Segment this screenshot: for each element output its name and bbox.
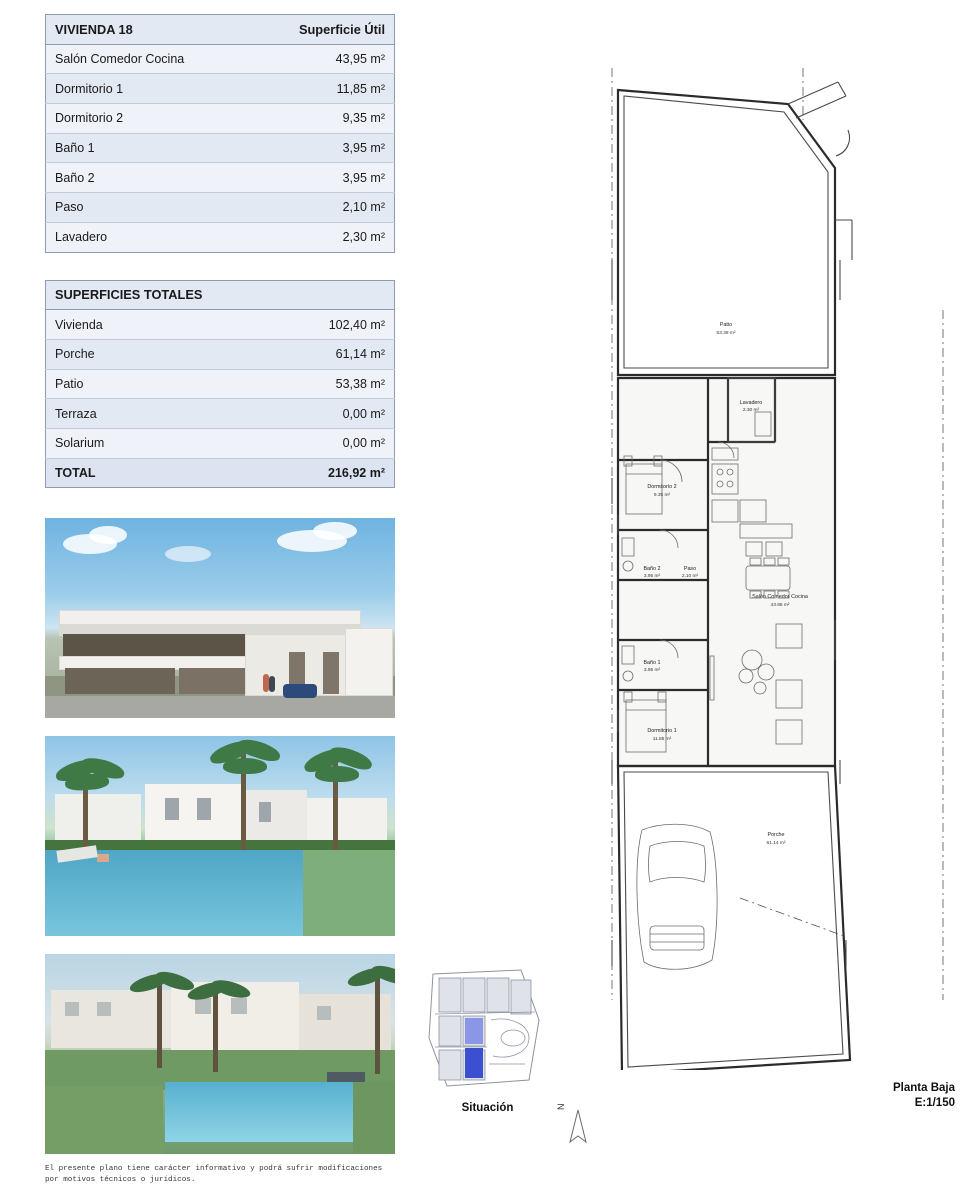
- svg-text:Baño 1: Baño 1: [643, 660, 661, 666]
- table-row: [46, 428, 395, 458]
- room-area: 43,95 m²: [220, 44, 395, 74]
- grand-total-row: [46, 458, 395, 488]
- svg-text:Paso: Paso: [683, 566, 697, 572]
- plan-caption-line1: Planta Baja: [893, 1082, 955, 1094]
- total-area: 61,14 m²: [220, 339, 395, 369]
- table-row: [46, 222, 395, 252]
- svg-text:53.38 m²: 53.38 m²: [716, 331, 736, 336]
- render-image-pool-evening: [45, 954, 395, 1154]
- totals-title: SUPERFICIES TOTALES: [46, 280, 221, 310]
- total-area: 0,00 m²: [220, 428, 395, 458]
- north-arrow: [556, 1096, 602, 1150]
- total-label: Porche: [46, 339, 221, 369]
- north-arrow-icon: [556, 1096, 602, 1150]
- room-area: 3,95 m²: [220, 163, 395, 193]
- svg-text:Patio: Patio: [719, 322, 733, 328]
- table-header-row: [46, 280, 395, 310]
- total-label: Vivienda: [46, 310, 221, 340]
- room-area: 3,95 m²: [220, 133, 395, 163]
- table-row: [46, 369, 395, 399]
- total-label: Patio: [46, 369, 221, 399]
- table-row: [46, 193, 395, 223]
- svg-text:61.14 m²: 61.14 m²: [766, 841, 786, 846]
- table-row: [46, 163, 395, 193]
- svg-text:11.85 m²: 11.85 m²: [652, 737, 672, 742]
- left-column: [45, 14, 395, 1172]
- table-row: [46, 104, 395, 134]
- svg-text:43.95 m²: 43.95 m²: [770, 603, 790, 608]
- svg-text:Dormitorio 2: Dormitorio 2: [647, 484, 677, 490]
- grand-total-area: 216,92 m²: [220, 458, 395, 488]
- svg-text:Salón Comedor Cocina: Salón Comedor Cocina: [752, 594, 808, 600]
- floor-plan: [600, 60, 955, 1070]
- disclaimer-text: El presente plano tiene carácter informativo y podrá sufrir modificaciones por motivos técnicos o jurídicos.: [45, 1165, 383, 1184]
- table-row: [46, 133, 395, 163]
- situacion-map-svg: [425, 968, 543, 1088]
- room-label: Dormitorio 2: [46, 104, 221, 134]
- totals-value-header: [220, 280, 395, 310]
- svg-text:Dormitorio 1: Dormitorio 1: [647, 728, 677, 734]
- dwelling-value-header: Superficie Útil: [220, 15, 395, 45]
- room-area: 9,35 m²: [220, 104, 395, 134]
- table-header-row: [46, 15, 395, 45]
- total-label: Solarium: [46, 428, 221, 458]
- svg-text:3.95 m²: 3.95 m²: [643, 574, 661, 579]
- render-image-pool-palms: [45, 736, 395, 936]
- room-area: 11,85 m²: [220, 74, 395, 104]
- grand-total-label: TOTAL: [46, 458, 221, 488]
- svg-text:3.95 m²: 3.95 m²: [643, 668, 661, 673]
- table-row: [46, 44, 395, 74]
- room-label: Baño 1: [46, 133, 221, 163]
- svg-text:2.10 m²: 2.10 m²: [681, 574, 699, 579]
- total-area: 102,40 m²: [220, 310, 395, 340]
- dwelling-title: VIVIENDA 18: [46, 15, 221, 45]
- room-area: 2,10 m²: [220, 193, 395, 223]
- svg-text:Lavadero: Lavadero: [739, 400, 763, 406]
- svg-text:Porche: Porche: [767, 832, 785, 838]
- dwelling-areas-table: [45, 14, 395, 253]
- room-area: 2,30 m²: [220, 222, 395, 252]
- plan-caption: [700, 1081, 955, 1111]
- situacion-label: Situación: [461, 1102, 514, 1114]
- room-label: Baño 2: [46, 163, 221, 193]
- svg-text:N: N: [556, 1103, 566, 1110]
- table-row: [46, 74, 395, 104]
- render-image-exterior-street: [45, 518, 395, 718]
- room-label: Paso: [46, 193, 221, 223]
- room-label: Salón Comedor Cocina: [46, 44, 221, 74]
- table-row: [46, 399, 395, 429]
- room-label: Dormitorio 1: [46, 74, 221, 104]
- total-area: 0,00 m²: [220, 399, 395, 429]
- floor-plan-svg: [600, 60, 955, 1070]
- svg-text:Baño 2: Baño 2: [643, 566, 661, 572]
- situacion-map: [425, 968, 543, 1088]
- table-spacer: [45, 253, 395, 280]
- room-label: Lavadero: [46, 222, 221, 252]
- situacion-block: [425, 968, 550, 1114]
- table-row: [46, 339, 395, 369]
- total-areas-table: [45, 280, 395, 489]
- svg-text:2.30 m²: 2.30 m²: [742, 408, 760, 413]
- total-area: 53,38 m²: [220, 369, 395, 399]
- plan-caption-line2: E:1/150: [914, 1097, 955, 1109]
- total-label: Terraza: [46, 399, 221, 429]
- render-gallery: [45, 518, 395, 1154]
- svg-text:9.35 m²: 9.35 m²: [653, 493, 671, 498]
- table-row: [46, 310, 395, 340]
